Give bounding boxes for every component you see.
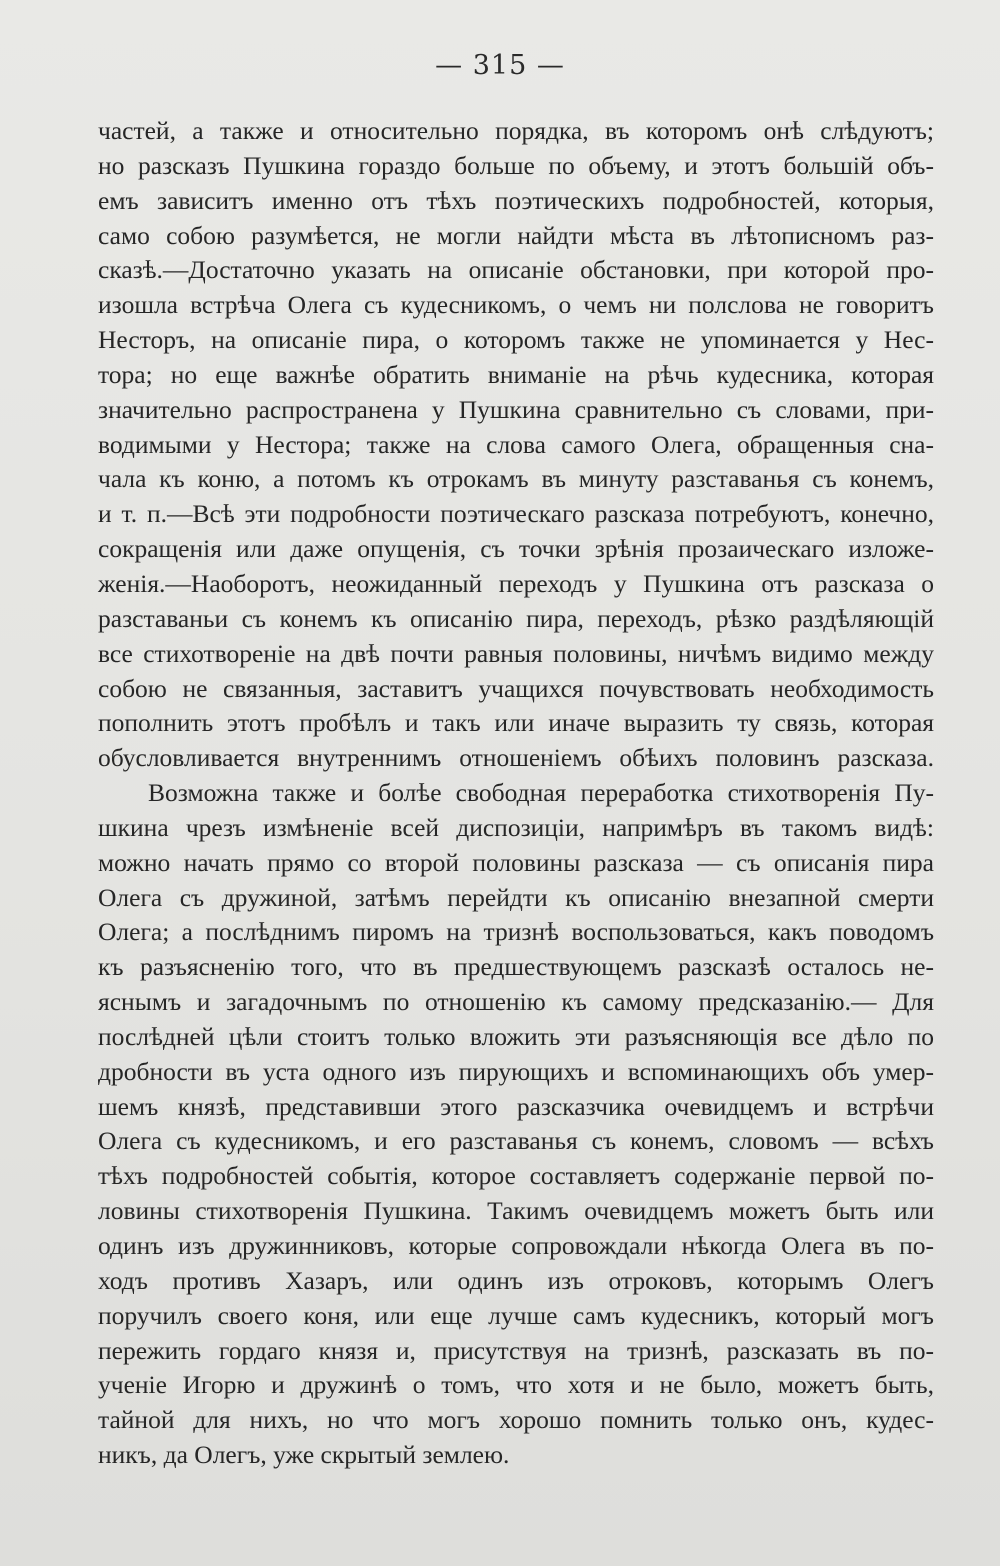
- text-line: одинъ изъ дружинниковъ, которые сопровождали нѣкогда Олега въ по-: [98, 1231, 934, 1260]
- text-line: емъ зависитъ именно отъ тѣхъ поэтическихъ подробностей, которыя,: [98, 185, 934, 215]
- text-line: шкина чрезъ измѣненіе всей диспозиціи, напримѣръ въ такомъ видѣ:: [98, 812, 934, 842]
- text-line: собою не связанныя, заставитъ учащихся почувствовать необходимость: [98, 673, 934, 703]
- text-line: Олега съ дружиной, затѣмъ перейдти къ описанію внезапной смерти: [98, 882, 934, 912]
- text-line: послѣдней цѣли стоитъ только вложить эти разъясняющія все дѣло по: [98, 1021, 934, 1051]
- text-line: пережить гордаго князя и, присутствуя на тризнѣ, разсказать въ по-: [98, 1335, 934, 1365]
- text-line: тайной для нихъ, но что могъ хорошо помнить только онъ, кудес-: [98, 1405, 934, 1435]
- text-line: но разсказъ Пушкина гораздо больше по объему, и этотъ большій объ-: [98, 150, 934, 180]
- text-line: можно начать прямо со второй половины разсказа — съ описанія пира: [98, 847, 934, 877]
- text-line: разставаньи съ конемъ къ описанію пира, переходъ, рѣзко раздѣляющій: [98, 603, 934, 633]
- text-line: поручилъ своего коня, или еще лучше самъ кудесникъ, который могъ: [98, 1300, 934, 1330]
- text-line: водимыми у Нестора; также на слова самого Олега, обращенныя сна-: [98, 429, 934, 459]
- text-line: дробности въ уста одного изъ пирующихъ и вспоминающихъ объ умер-: [98, 1056, 934, 1086]
- text-line: обусловливается внутреннимъ отношеніемъ обѣихъ половинъ разсказа.: [98, 743, 934, 773]
- text-line: тѣхъ подробностей событія, которое составляетъ содержаніе первой по-: [98, 1161, 934, 1191]
- text-line: частей, а также и относительно порядка, въ которомъ онѣ слѣдуютъ;: [98, 116, 934, 145]
- text-line: тора; но еще важнѣе обратить вниманіе на рѣчь кудесника, которая: [98, 359, 934, 389]
- text-line: женія.—Наоборотъ, неожиданный переходъ у Пушкина отъ разсказа о: [98, 568, 934, 598]
- text-line: яснымъ и загадочнымъ по отношенію къ самому предсказанію.— Для: [98, 987, 934, 1017]
- body-text: [98, 114, 934, 1473]
- text-line: чала къ коню, а потомъ къ отрокамъ въ минуту разставанья съ конемъ,: [98, 464, 934, 494]
- text-line: значительно распространена у Пушкина сравнительно съ словами, при-: [98, 394, 934, 424]
- paragraph-first-line: Возможна также и болѣе свободная переработка стихотворенія Пу-: [148, 778, 934, 808]
- text-line: ловины стихотворенія Пушкина. Такимъ очевидцемъ можетъ быть или: [98, 1196, 934, 1226]
- text-line: ученіе Игорю и дружинѣ о томъ, что хотя и не было, можетъ быть,: [98, 1370, 934, 1400]
- paragraph-last-line: никъ, да Олегъ, уже скрытый землею.: [98, 1440, 510, 1470]
- text-line: Олега; а послѣднимъ пиромъ на тризнѣ воспользоваться, какъ поводомъ: [98, 917, 934, 947]
- text-line: само собою разумѣется, не могли найдти мѣста въ лѣтописномъ раз-: [98, 220, 934, 250]
- text-line: Олега съ кудесникомъ, и его разставанья съ конемъ, словомъ — всѣхъ: [98, 1126, 934, 1156]
- text-line: пополнить этотъ пробѣлъ и такъ или иначе выразить ту связь, которая: [98, 708, 934, 738]
- text-line: шемъ князѣ, представивши этого разсказчика очевидцемъ и встрѣчи: [98, 1091, 934, 1121]
- text-line: изошла встрѣча Олега съ кудесникомъ, о чемъ ни полслова не говоритъ: [98, 290, 934, 320]
- text-line: все стихотвореніе на двѣ почти равныя половины, ничѣмъ видимо между: [98, 638, 934, 668]
- text-line: ходъ противъ Хазаръ, или одинъ изъ отроковъ, которымъ Олегъ: [98, 1265, 934, 1295]
- text-line: къ разъясненію того, что въ предшествующемъ разсказѣ осталось не-: [98, 952, 934, 982]
- text-line: Несторъ, на описаніе пира, о которомъ также не упоминается у Нес-: [98, 325, 934, 355]
- text-line: сказѣ.—Достаточно указать на описаніе обстановки, при которой про-: [98, 255, 934, 285]
- page-number: — 315 —: [435, 50, 565, 81]
- text-line: сокращенія или даже опущенія, съ точки зрѣнія прозаическаго изложе-: [98, 534, 934, 564]
- text-line: и т. п.—Всѣ эти подробности поэтическаго разсказа потребуютъ, конечно,: [98, 499, 934, 529]
